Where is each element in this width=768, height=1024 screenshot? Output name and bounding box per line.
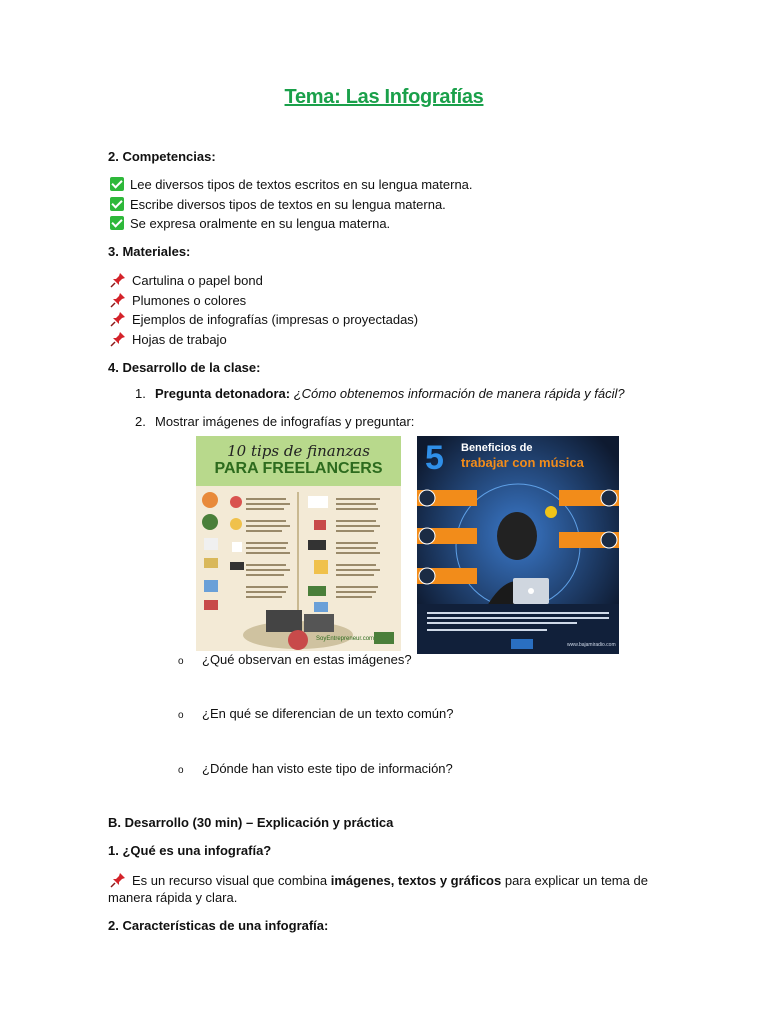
check-mark-icon bbox=[110, 216, 124, 230]
competencias-heading: 2. Competencias: bbox=[108, 149, 216, 164]
infografia-finanzas-image bbox=[196, 436, 401, 651]
infografia1-title-line1: 10 tips de finanzas bbox=[227, 442, 370, 460]
pushpin-icon bbox=[110, 331, 126, 347]
pushpin-icon bbox=[110, 292, 126, 308]
competencia-item: Escribe diversos tipos de textos en su lengua materna. bbox=[110, 197, 446, 212]
infografia1-title-line2: PARA FREELANCERS bbox=[214, 460, 383, 477]
check-mark-icon bbox=[110, 177, 124, 191]
step-2: 2. Mostrar imágenes de infografías y preguntar: bbox=[135, 414, 415, 429]
infografia-musica-image bbox=[417, 436, 619, 654]
definition-line-2: manera rápida y clara. bbox=[108, 890, 238, 905]
competencia-item: Se expresa oralmente en su lengua materna. bbox=[110, 216, 390, 231]
pushpin-icon bbox=[110, 872, 126, 888]
definition-paragraph: Es un recurso visual que combina imágenes, textos y gráficos para explicar un tema de bbox=[110, 872, 648, 888]
step-1: 1. Pregunta detonadora: ¿Cómo obtenemos información de manera rápida y fácil? bbox=[135, 386, 625, 401]
question-item: o ¿En qué se diferencian de un texto común? bbox=[178, 706, 454, 721]
infografia1-illustration bbox=[196, 490, 401, 651]
characteristics-heading: 2. Características de una infografía: bbox=[108, 918, 329, 933]
question-what-is-heading: 1. ¿Qué es una infografía? bbox=[108, 843, 272, 858]
material-item: Cartulina o papel bond bbox=[110, 272, 263, 288]
desarrollo-heading: 4. Desarrollo de la clase: bbox=[108, 360, 261, 375]
material-item: Ejemplos de infografías (impresas o proyectadas) bbox=[110, 311, 418, 327]
material-item: Plumones o colores bbox=[110, 292, 246, 308]
section-b-heading: B. Desarrollo (30 min) – Explicación y práctica bbox=[108, 815, 394, 830]
page-title: Tema: Las Infografías bbox=[284, 86, 484, 108]
materiales-heading: 3. Materiales: bbox=[108, 244, 191, 259]
pushpin-icon bbox=[110, 311, 126, 327]
infografia2-title-line2: trabajar con música bbox=[461, 455, 584, 470]
infografia1-brand: SoyEntrepreneur.com bbox=[316, 636, 375, 642]
check-mark-icon bbox=[110, 197, 124, 211]
question-item: o ¿Dónde han visto este tipo de información? bbox=[178, 761, 453, 776]
question-item: o ¿Qué observan en estas imágenes? bbox=[178, 652, 412, 667]
infografia2-number: 5 bbox=[425, 439, 444, 477]
pushpin-icon bbox=[110, 272, 126, 288]
infografia2-title-line1: Beneficios de bbox=[461, 442, 533, 454]
material-item: Hojas de trabajo bbox=[110, 331, 227, 347]
competencia-item: Lee diversos tipos de textos escritos en su lengua materna. bbox=[110, 177, 473, 192]
infografia2-url: www.bajamiradio.com bbox=[567, 642, 616, 648]
